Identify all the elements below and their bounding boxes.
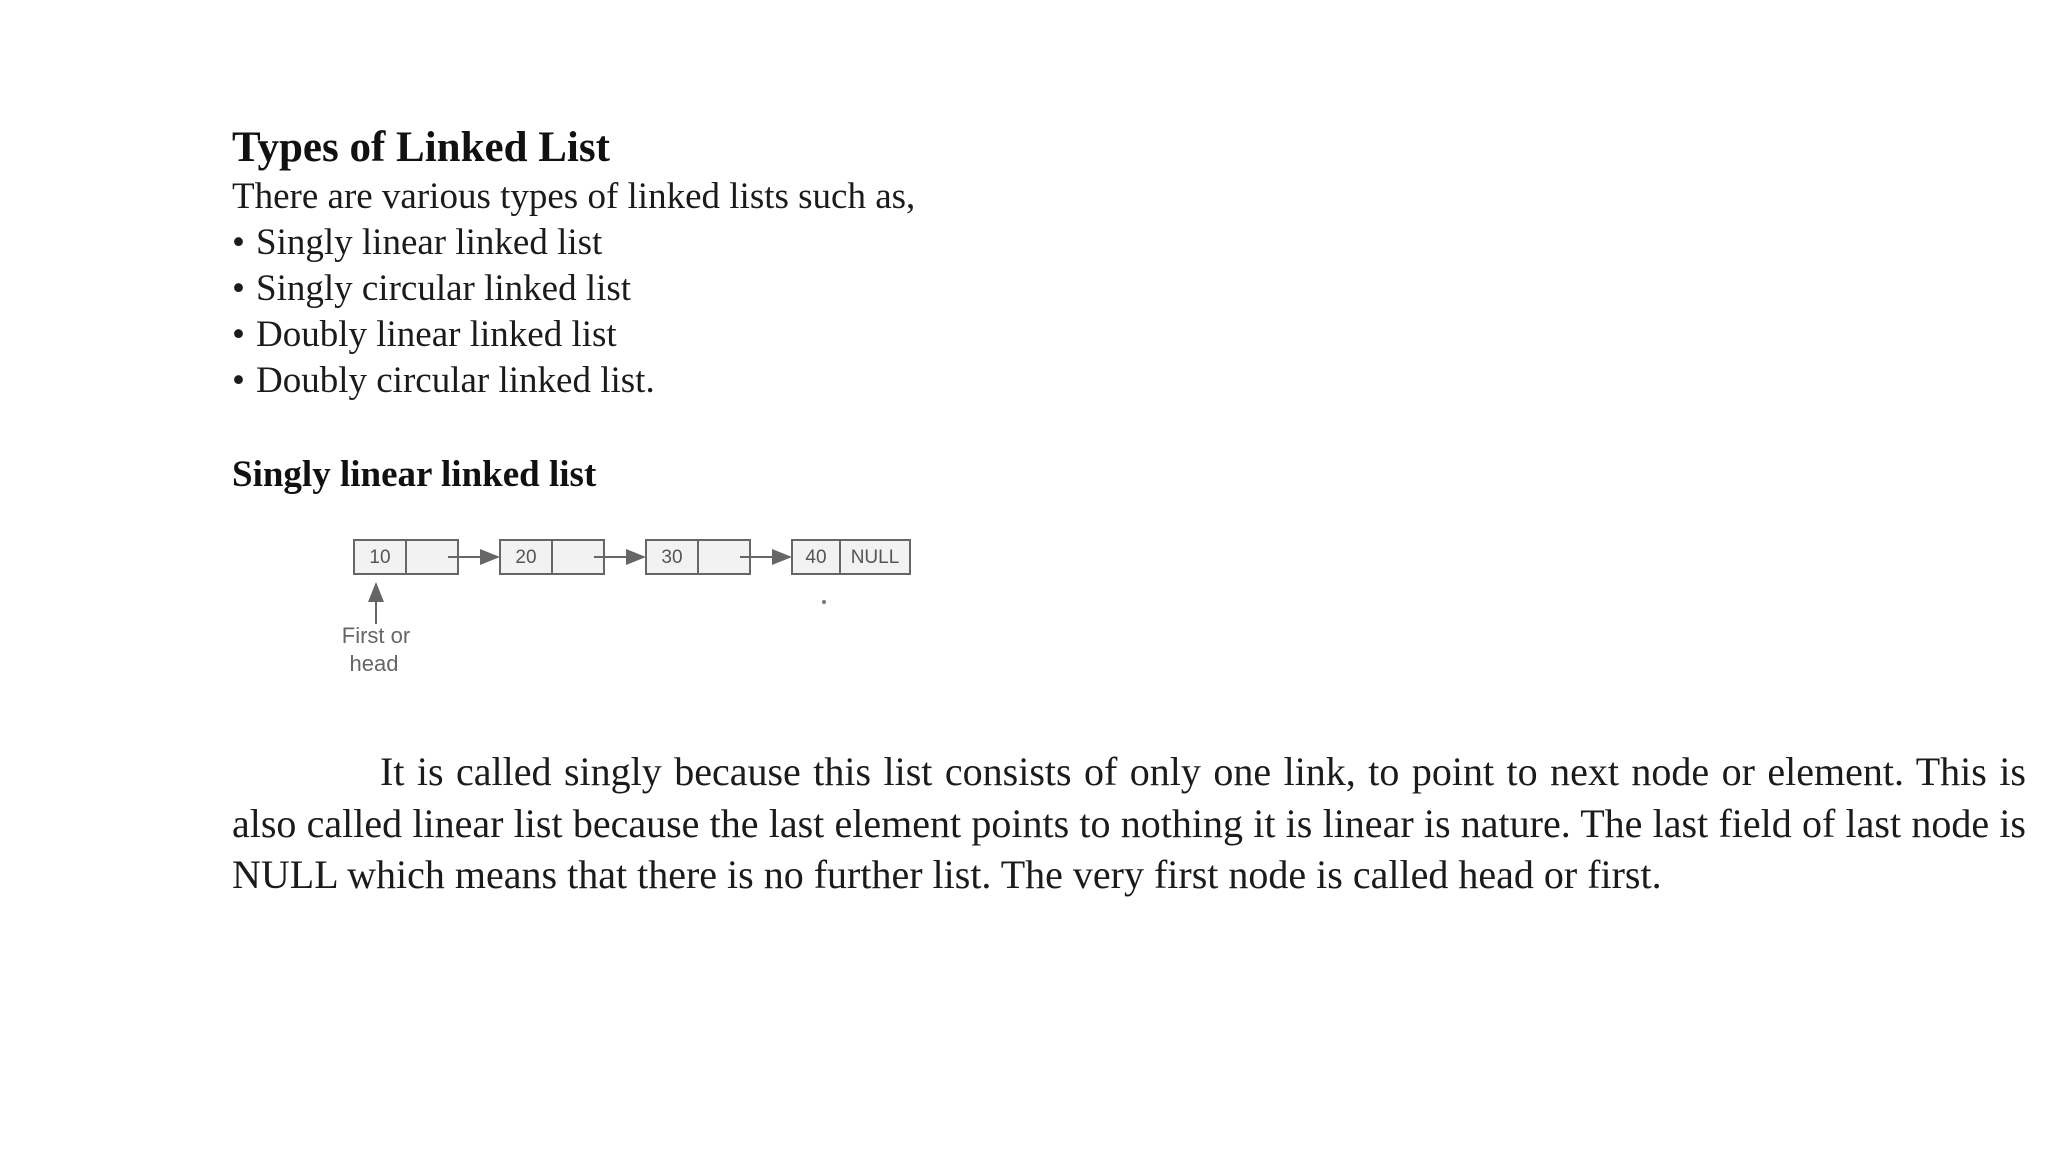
list-item — [232, 312, 2026, 358]
section-title: Types of Linked List — [232, 124, 610, 171]
bullet-icon: • — [232, 268, 245, 309]
linked-list-svg — [330, 510, 950, 690]
head-label-line1: First or — [341, 623, 411, 648]
list-item-label: Singly linear linked list — [256, 222, 603, 263]
subsection-title: Singly linear linked list — [232, 454, 597, 495]
intro-text: There are various types of linked lists such as, — [232, 176, 916, 217]
node-data: 40 — [805, 547, 827, 568]
types-list — [232, 220, 2026, 404]
linked-list-diagram — [330, 510, 950, 690]
node-data: 20 — [515, 547, 537, 568]
bullet-icon: • — [232, 222, 245, 263]
document-body — [232, 122, 2026, 404]
list-item — [232, 358, 2026, 404]
bullet-icon: • — [232, 360, 245, 401]
list-item-label: Doubly linear linked list — [256, 314, 617, 355]
list-node — [792, 540, 910, 574]
bullet-icon: • — [232, 314, 245, 355]
description-paragraph: It is called singly because this list consists of only one link, to point to next node or element. This is also called linear list because the last element points to nothing it is linear is nature. The last field of last node is NULL which means that there is no further list. The very first node is called head or first. — [232, 749, 2026, 897]
null-pointer-label: NULL — [850, 547, 900, 568]
stray-dot — [822, 600, 826, 604]
list-item-label: Singly circular linked list — [256, 268, 632, 309]
head-label-line2: head — [349, 651, 399, 676]
list-item — [232, 220, 2026, 266]
list-node — [354, 540, 498, 574]
list-node — [646, 540, 790, 574]
list-node — [500, 540, 644, 574]
list-item-label: Doubly circular linked list. — [256, 360, 655, 401]
list-item — [232, 266, 2026, 312]
node-data: 30 — [661, 547, 683, 568]
node-data: 10 — [369, 547, 391, 568]
